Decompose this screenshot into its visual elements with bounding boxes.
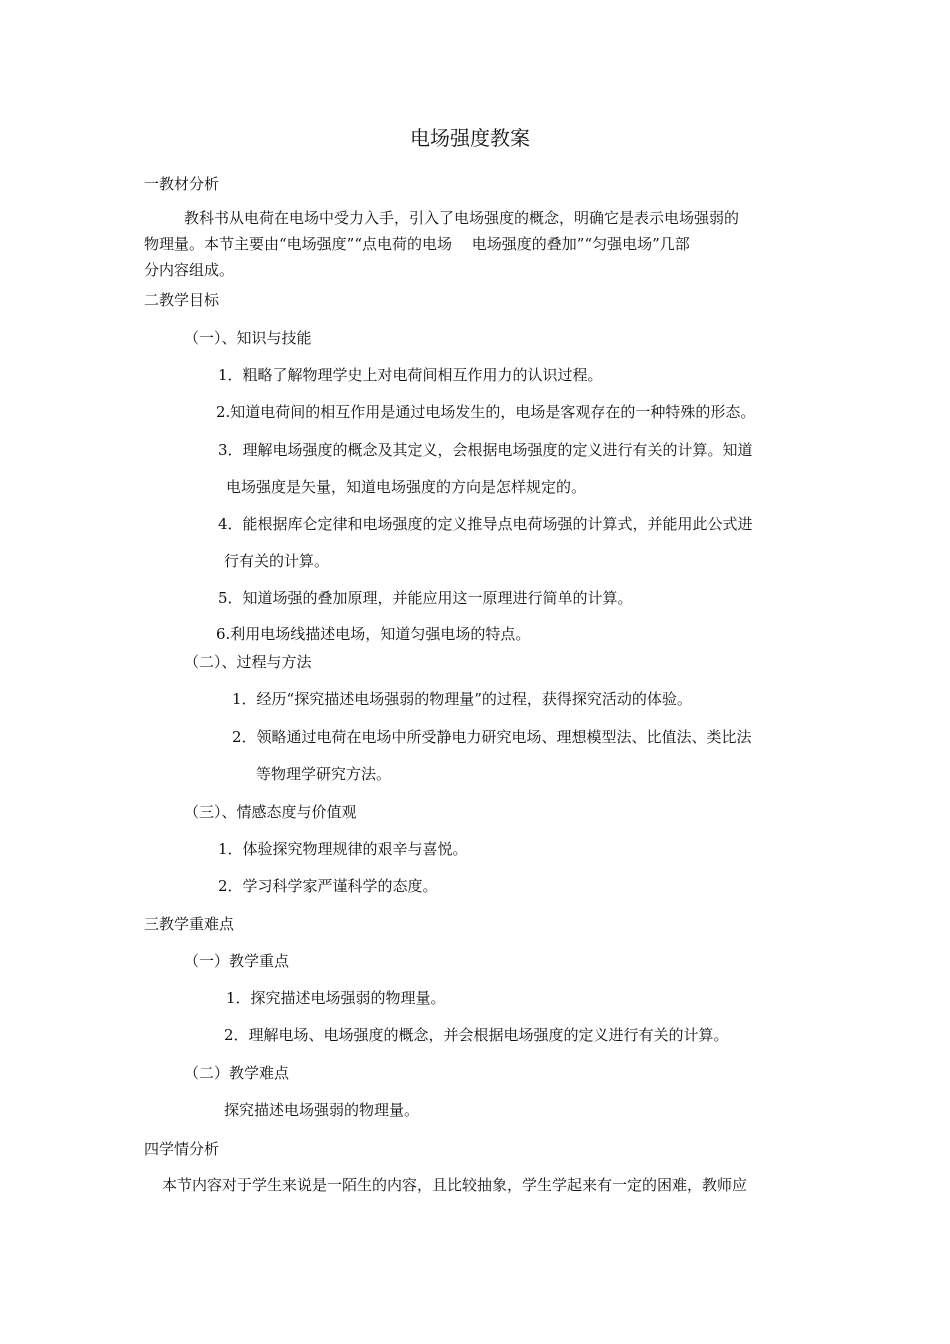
- list-item: 1．粗略了解物理学史上对电荷间相互作用力的认识过程。: [218, 366, 603, 384]
- list-item: 1．经历“探究描述电场强弱的物理量”的过程，获得探究活动的体验。: [232, 690, 692, 708]
- paragraph-line: 分内容组成。: [144, 261, 235, 279]
- paragraph-line: 本节内容对于学生来说是一陌生的内容，且比较抽象，学生学起来有一定的困难，教师应: [162, 1176, 748, 1194]
- list-item: 1．体验探究物理规律的艰辛与喜悦。: [218, 840, 468, 858]
- subsection-heading: （一）、知识与技能: [184, 329, 312, 347]
- list-item-continuation: 等物理学研究方法。: [256, 765, 392, 783]
- list-item: 6.利用电场线描述电场，知道匀强电场的特点。: [216, 625, 531, 643]
- paragraph-line: 探究描述电场强弱的物理量。: [224, 1101, 420, 1119]
- subsection-heading: （二）教学难点: [184, 1064, 290, 1082]
- subsection-heading: （一）教学重点: [184, 952, 290, 970]
- list-item: 2．学习科学家严谨科学的态度。: [218, 877, 438, 895]
- list-item: 5．知道场强的叠加原理，并能应用这一原理进行简单的计算。: [218, 589, 633, 607]
- section-heading: 二教学目标: [144, 291, 220, 309]
- section-heading: 三教学重难点: [144, 915, 235, 933]
- list-item-continuation: 电场强度是矢量，知道电场强度的方向是怎样规定的。: [226, 478, 587, 496]
- paragraph-line: 物理量。本节主要由“电场强度”“点电荷的电场 电场强度的叠加”“匀强电场”几部: [144, 235, 690, 253]
- paragraph-line: 教科书从电荷在电场中受力入手，引入了电场强度的概念，明确它是表示电场强弱的: [184, 209, 740, 227]
- list-item: 2.知道电荷间的相互作用是通过电场发生的，电场是客观存在的一种特殊的形态。: [216, 403, 756, 421]
- section-heading: 四学情分析: [144, 1140, 220, 1158]
- list-item-continuation: 行有关的计算。: [224, 552, 330, 570]
- list-item: 2．理解电场、电场强度的概念，并会根据电场强度的定义进行有关的计算。: [224, 1026, 729, 1044]
- list-item: 3．理解电场强度的概念及其定义，会根据电场强度的定义进行有关的计算。知道: [218, 441, 753, 459]
- subsection-heading: （二）、过程与方法: [184, 653, 312, 671]
- list-item: 2．领略通过电荷在电场中所受静电力研究电场、理想模型法、比值法、类比法: [232, 728, 752, 746]
- list-item: 1．探究描述电场强弱的物理量。: [226, 989, 446, 1007]
- document-title: 电场强度教案: [410, 126, 530, 150]
- list-item: 4．能根据库仑定律和电场强度的定义推导点电荷场强的计算式，并能用此公式进: [218, 515, 753, 533]
- subsection-heading: （三）、情感态度与价值观: [184, 803, 357, 821]
- section-heading: 一教材分析: [144, 175, 220, 193]
